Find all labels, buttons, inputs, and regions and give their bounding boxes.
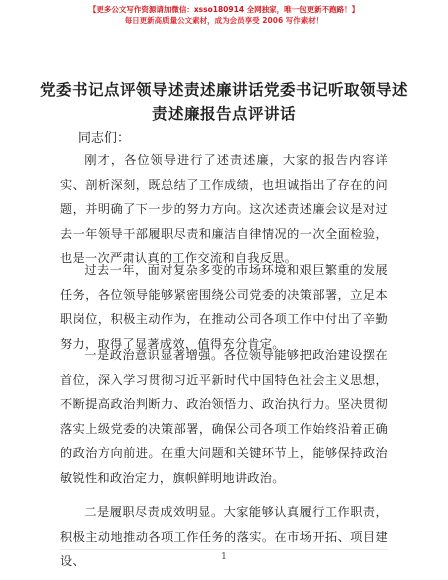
page-number: 1 (221, 552, 227, 562)
footer-divider (60, 549, 388, 550)
paragraph-2: 过去一年，面对复杂多变的市场环境和艰巨繁重的发展任务，各位领导能够紧密围绕公司党委的决策部署，立足本职岗位，积极主动作为，在推动公司各项工作中付出了辛勤努力，取得了显著成效，值得充分肯定。 (60, 263, 388, 351)
banner-line-2: 每日更新高质量公文素材，成为会员享受 2006 写作素材！ (124, 16, 324, 25)
paragraph-3: 一是政治意识显著增强。各位领导能够把政治建设摆在首位，深入学习贯彻习近平新时代中国特色社会主义思想，不断提高政治判断力、政治领悟力、政治执行力。坚决贯彻落实上级党委的决策部署，确保公司各项工作始终沿着正确的政治方向前进。在重大问题和关键环节上，能够保持政治敏锐性和政治定力，旗帜鲜明地讲政治。 (60, 348, 388, 485)
paragraph-1: 刚才，各位领导进行了述责述廉，大家的报告内容详实、剖析深刻，既总结了工作成绩，也坦诚指出了存在的问题，并明确了下一步的努力方向。这次述责述廉会议是对过去一年领导干部履职尽责和廉洁自律情况的一次全面检验，也是一次严肃认真的工作交流和自我反思。 (60, 153, 388, 265)
promo-banner (0, 4, 448, 26)
paragraph-4: 二是履职尽责成效明显。大家能够认真履行工作职责，积极主动地推动各项工作任务的落实。在市场开拓、项目建设、 (60, 505, 388, 568)
greeting: 同志们： (78, 131, 131, 146)
banner-line-1: 【更多公文写作资源请加微信：xsso180914 全网独家，唯一包更新不跑路！】 (88, 5, 360, 14)
document-title: 党委书记点评领导述责述廉讲话党委书记听取领导述责述廉报告点评讲话 (40, 80, 409, 123)
